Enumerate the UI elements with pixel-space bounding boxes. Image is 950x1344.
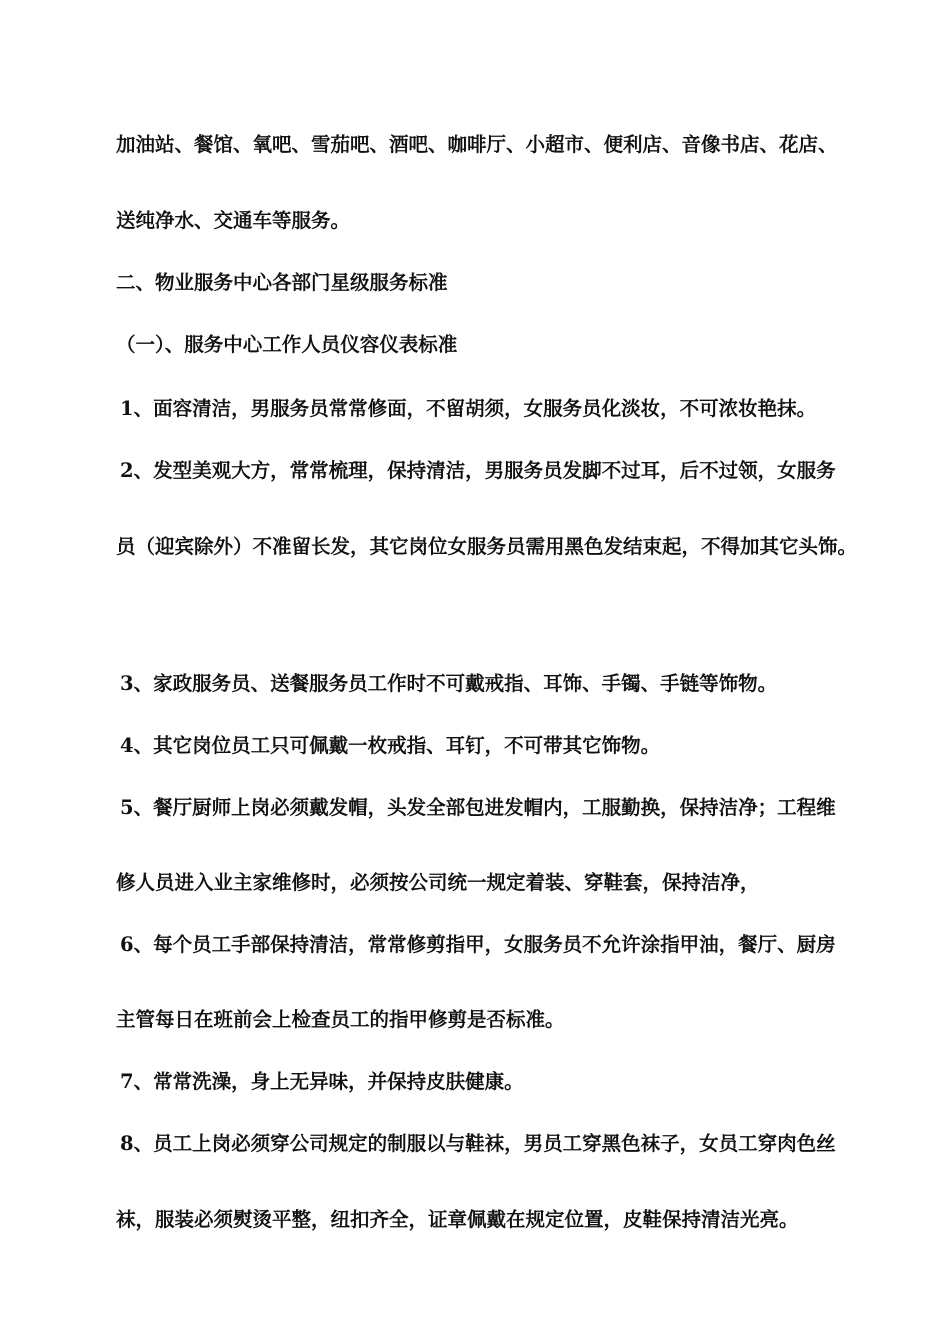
item-8-line-1: 8、员工上岗必须穿公司规定的制服以与鞋袜，男员工穿黑色袜子，女员工穿肉色丝 [120,1132,836,1155]
item-5-line-2: 修人员进入业主家维修时，必须按公司统一规定着装、穿鞋套，保持洁净， [116,871,760,894]
item-5-line-1: 5、餐厅厨师上岗必须戴发帽，头发全部包进发帽内，工服勤换，保持洁净；工程维 [120,796,836,819]
item-2-line-2: 员（迎宾除外）不准留长发，其它岗位女服务员需用黑色发结束起，不得加其它头饰。 [116,535,858,558]
item-1: 1、面容清洁，男服务员常常修面，不留胡须，女服务员化淡妆，不可浓妆艳抹。 [120,397,817,420]
item-3: 3、家政服务员、送餐服务员工作时不可戴戒指、耳饰、手镯、手链等饰物。 [120,672,778,695]
item-2-line-1: 2、发型美观大方，常常梳理，保持清洁，男服务员发脚不过耳，后不过领，女服务 [120,459,836,482]
item-8-line-2: 袜，服装必须熨烫平整，纽扣齐全，证章佩戴在规定位置，皮鞋保持清洁光亮。 [116,1208,799,1231]
text-line-2: 送纯净水、交通车等服务。 [116,209,351,232]
text-line-1: 加油站、餐馆、氧吧、雪茄吧、酒吧、咖啡厅、小超市、便利店、音像书店、花店、 [116,133,838,156]
item-6-line-1: 6、每个员工手部保持清洁，常常修剪指甲，女服务员不允许涂指甲油，餐厅、厨房 [120,933,836,956]
item-4: 4、其它岗位员工只可佩戴一枚戒指、耳钉，不可带其它饰物。 [120,734,661,757]
item-6-line-2: 主管每日在班前会上检查员工的指甲修剪是否标准。 [116,1008,565,1031]
item-7: 7、常常洗澡，身上无异味，并保持皮肤健康。 [120,1070,524,1093]
subsection-heading: （一）、服务中心工作人员仪容仪表标准 [116,333,458,356]
section-heading: 二、物业服务中心各部门星级服务标准 [116,271,448,294]
